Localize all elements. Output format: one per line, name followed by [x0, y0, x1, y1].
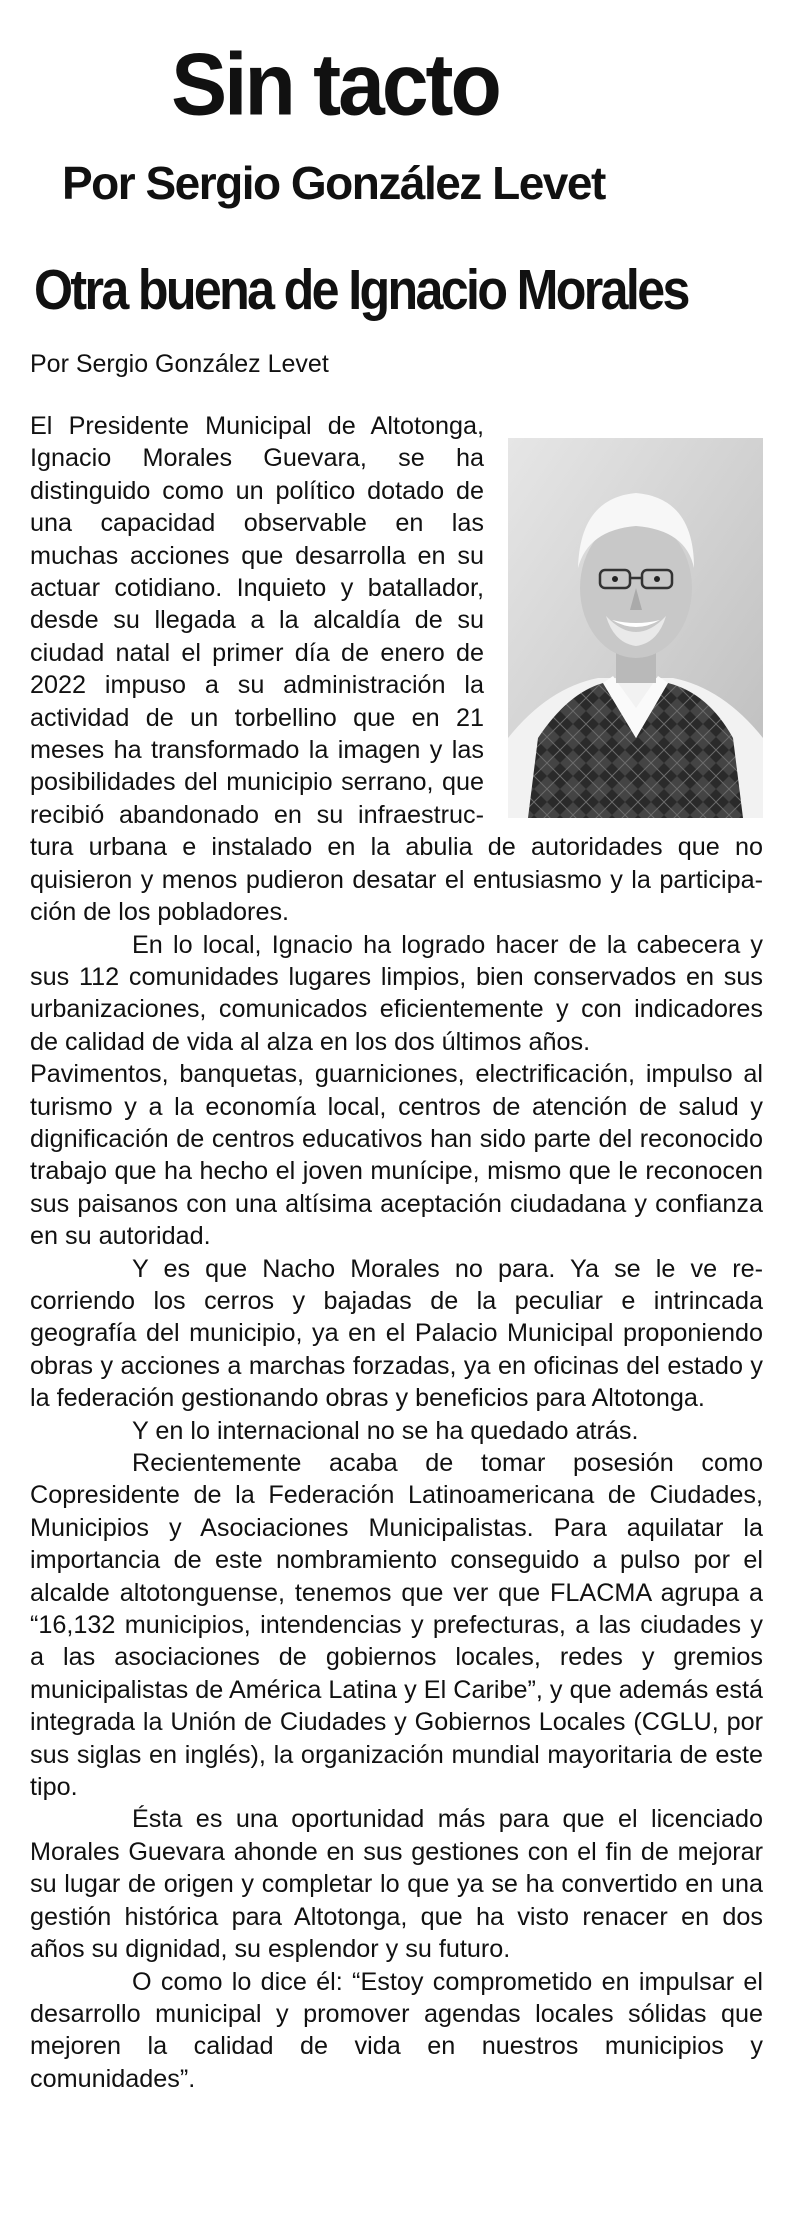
- article-paragraph: Ésta es una oportunidad más para que el licenciado Morales Guevara ahonde en sus gestiones con el fin de mejorar su lugar de origen y completar lo que ya se ha convertido en una gestión histórica para Altotonga, que ha visto renacer en dos años su dignidad, su esplendor y su futuro.: [30, 1805, 763, 1964]
- article-paragraph: [30, 410, 763, 929]
- column-masthead: Sin tacto: [171, 34, 499, 134]
- paragraph-text: El Presidente Municipal de Altotonga, Ignacio Morales Guevara, se ha distinguido como un político dotado de una capacidad observable en las muchas acciones que desarrolla en su actuar cotidiano. Inquieto y batallador, desde su llegada a la alcaldía de su ciudad natal el primer día de enero de 2022 impuso a su administración la actividad de un torbellino que en 21 meses ha transformado la imagen y las posibilidades del municipio serrano, que recibió abandonado en su infraestructura urbana e instalado en la abulia de autoridades que no quisieron y menos pudieron desatar el entusiasmo y la participación de los pobladores.: [30, 412, 763, 927]
- article-paragraph: O como lo dice él: “Estoy comprometido en impulsar el desarrollo municipal y promover agendas locales sólidas que mejoren la calidad de vida en nuestros municipios y comunidades”.: [30, 1967, 763, 2093]
- article-headline: Otra buena de Ignacio Morales: [34, 258, 688, 322]
- article-body: [30, 410, 763, 2095]
- article-paragraph: Y es que Nacho Morales no para. Ya se le ve recorriendo los cerros y bajadas de la peculiar e intrincada geografía del municipio, ya en el Palacio Municipal proponiendo obras y acciones a marchas forzadas, ya en oficinas del estado y la federación gestionando obras y beneficios para Altotonga.: [30, 1254, 763, 1413]
- article-paragraph: Y en lo internacional no se ha quedado atrás.: [132, 1416, 639, 1445]
- article-paragraph: En lo local, Ignacio ha logrado hacer de la cabecera y sus 112 comunidades lugares limpios, bien conservados en sus urbanizaciones, comunicados eficientemente y con indicadores de calidad de vida al alza en los dos últimos años.: [30, 930, 763, 1056]
- article-paragraph: Recientemente acaba de tomar posesión como Copresidente de la Federación Latinoamericana de Ciudades, Municipios y Asociaciones Municipalistas. Para aquilatar la importancia de este nombramiento conseguido a pulso por el alcalde altotonguense, tenemos que ver que FLACMA agrupa a “16,132 municipios, intendencias y prefecturas, a las ciudades y a las asociaciones de gobiernos locales, redes y gremios municipalistas de América Latina y El Caribe”, y que además está integrada la Unión de Ciudades y Gobiernos Locales (CGLU, por sus siglas en inglés), la organización mundial mayoritaria de este tipo.: [30, 1449, 763, 1802]
- portrait-photo-icon: [508, 438, 763, 818]
- article-byline: Por Sergio González Levet: [30, 350, 329, 378]
- article-paragraph: Pavimentos, banquetas, guarniciones, electrificación, impulso al turismo y a la economía local, centros de atención de salud y dignificación de centros educativos han sido parte del reconocido trabajo que ha hecho el joven munícipe, mismo que le reconocen sus paisanos con una altísima aceptación ciudadana y confianza en su autoridad.: [30, 1060, 763, 1251]
- column-byline: Por Sergio González Levet: [62, 157, 605, 209]
